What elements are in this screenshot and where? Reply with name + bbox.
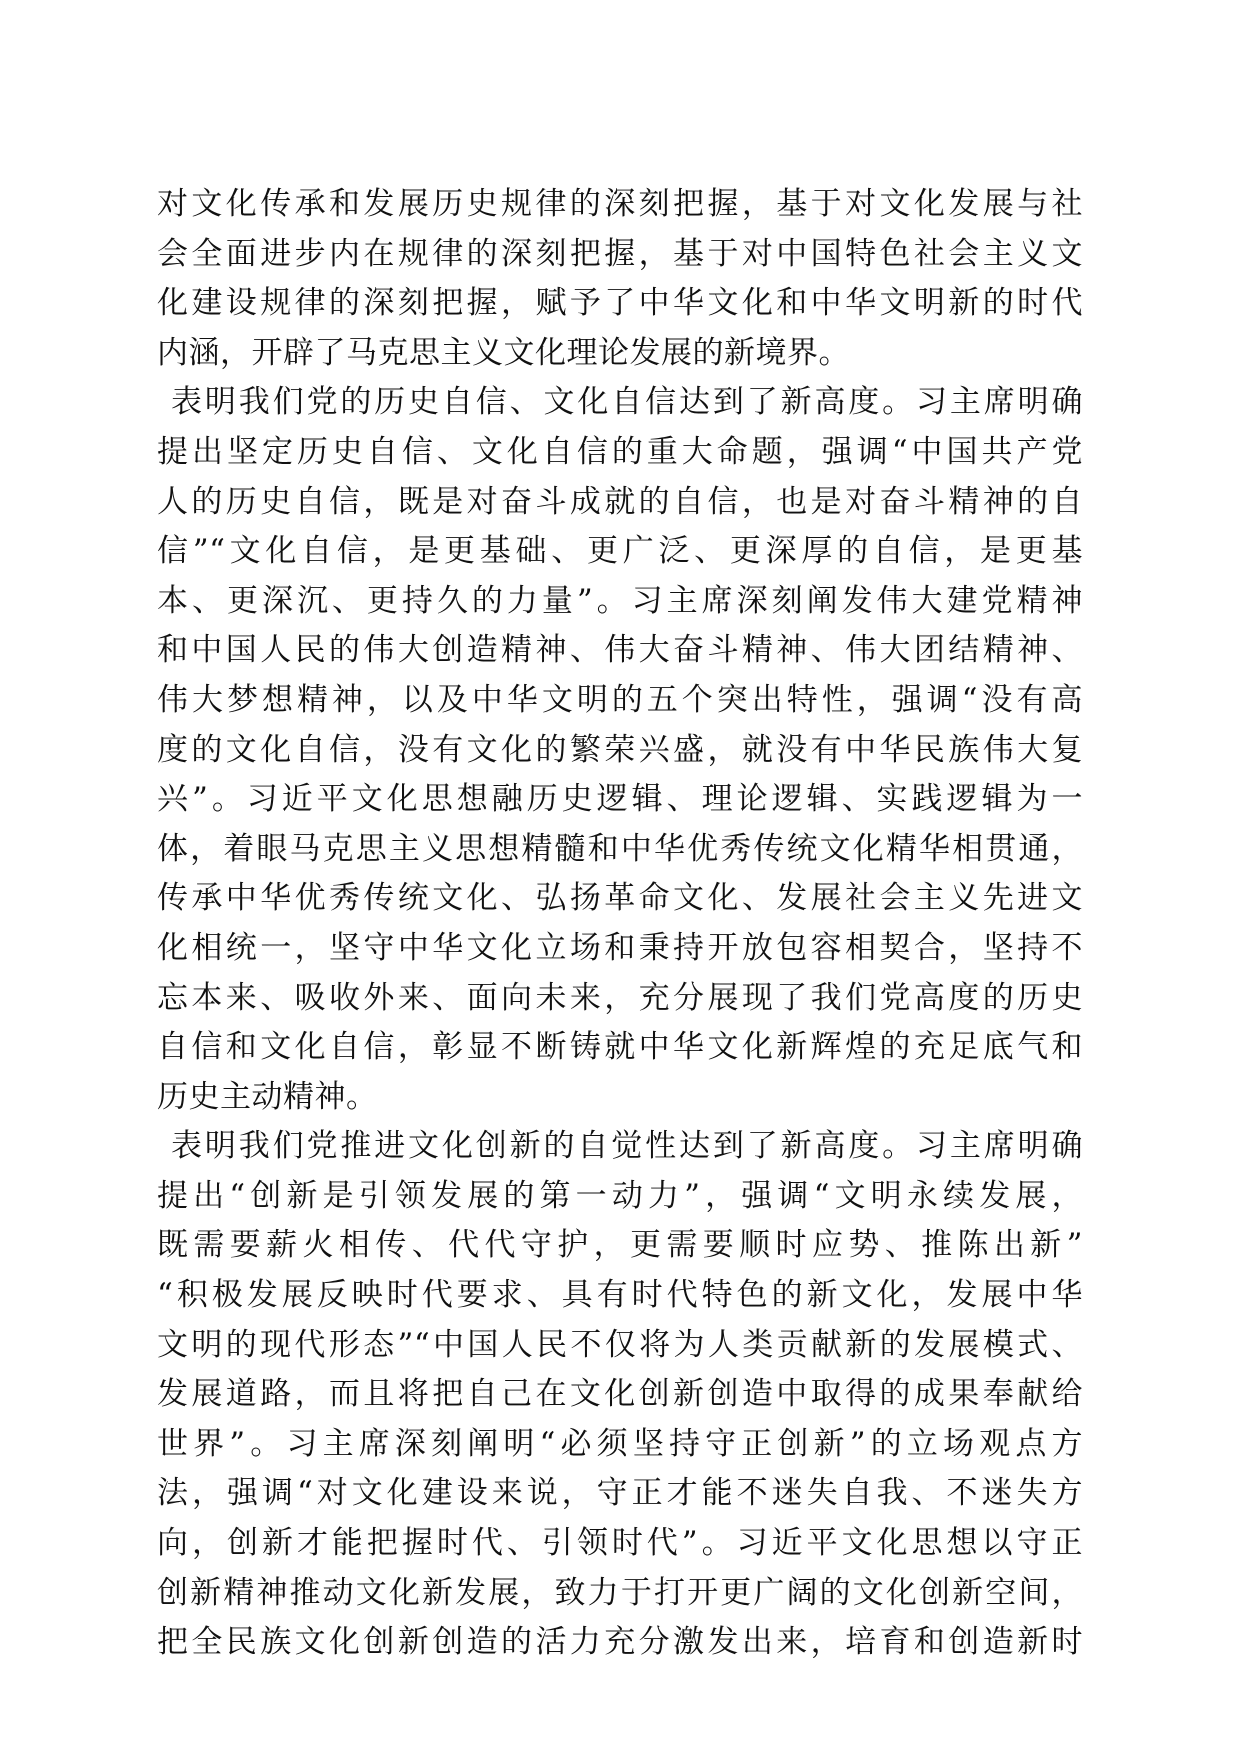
text-line: 信”“文化自信，是更基础、更广泛、更深厚的自信，是更基 [157, 533, 1083, 570]
paragraph-first-line: 表明我们党推进文化创新的自觉性达到了新高度。习主席明确 [171, 1128, 1083, 1165]
text-line: 创新精神推动文化新发展，致力于打开更广阔的文化创新空间， [157, 1574, 1083, 1611]
text-line: 自信和文化自信，彰显不断铸就中华文化新辉煌的充足底气和 [157, 1029, 1083, 1066]
text-line: 化相统一，坚守中华文化立场和秉持开放包容相契合，坚持不 [157, 929, 1083, 966]
text-line: 发展道路，而且将把自己在文化创新创造中取得的成果奉献给 [157, 1376, 1083, 1413]
text-line: 和中国人民的伟大创造精神、伟大奋斗精神、伟大团结精神、 [157, 632, 1083, 669]
text-line: 传承中华优秀传统文化、弘扬革命文化、发展社会主义先进文 [157, 880, 1083, 917]
text-line: 内涵，开辟了马克思主义文化理论发展的新境界。 [157, 334, 850, 371]
text-line: 伟大梦想精神，以及中华文明的五个突出特性，强调“没有高 [157, 681, 1083, 718]
text-line: 向，创新才能把握时代、引领时代”。习近平文化思想以守正 [157, 1525, 1083, 1562]
text-line: 世界”。习主席深刻阐明“必须坚持守正创新”的立场观点方 [157, 1425, 1083, 1462]
text-line: 文明的现代形态”“中国人民不仅将为人类贡献新的发展模式、 [157, 1326, 1083, 1363]
text-line: 法，强调“对文化建设来说，守正才能不迷失自我、不迷失方 [157, 1475, 1083, 1512]
text-line: 把全民族文化创新创造的活力充分激发出来，培育和创造新时 [157, 1624, 1083, 1661]
text-line: 本、更深沉、更持久的力量”。习主席深刻阐发伟大建党精神 [157, 582, 1083, 619]
text-line: 兴”。习近平文化思想融历史逻辑、理论逻辑、实践逻辑为一 [157, 781, 1083, 818]
text-line: 对文化传承和发展历史规律的深刻把握，基于对文化发展与社 [157, 186, 1083, 222]
text-line: 化建设规律的深刻把握，赋予了中华文化和中华文明新的时代 [157, 285, 1083, 322]
text-line: 提出“创新是引领发展的第一动力”，强调“文明永续发展， [157, 1177, 1083, 1214]
text-line: “积极发展反映时代要求、具有时代特色的新文化，发展中华 [157, 1277, 1083, 1314]
text-line: 历史主动精神。 [157, 1078, 378, 1115]
text-line: 会全面进步内在规律的深刻把握，基于对中国特色社会主义文 [157, 235, 1083, 272]
text-line: 度的文化自信，没有文化的繁荣兴盛，就没有中华民族伟大复 [157, 731, 1083, 768]
text-line: 既需要薪火相传、代代守护，更需要顺时应势、推陈出新” [157, 1227, 1083, 1264]
text-line: 忘本来、吸收外来、面向未来，充分展现了我们党高度的历史 [157, 979, 1083, 1016]
text-line: 人的历史自信，既是对奋斗成就的自信，也是对奋斗精神的自 [157, 483, 1083, 520]
paragraph-first-line: 表明我们党的历史自信、文化自信达到了新高度。习主席明确 [171, 384, 1083, 421]
text-line: 体，着眼马克思主义思想精髓和中华优秀传统文化精华相贯通， [157, 830, 1083, 867]
text-line: 提出坚定历史自信、文化自信的重大命题，强调“中国共产党 [157, 433, 1083, 470]
document-body [157, 180, 1083, 1668]
